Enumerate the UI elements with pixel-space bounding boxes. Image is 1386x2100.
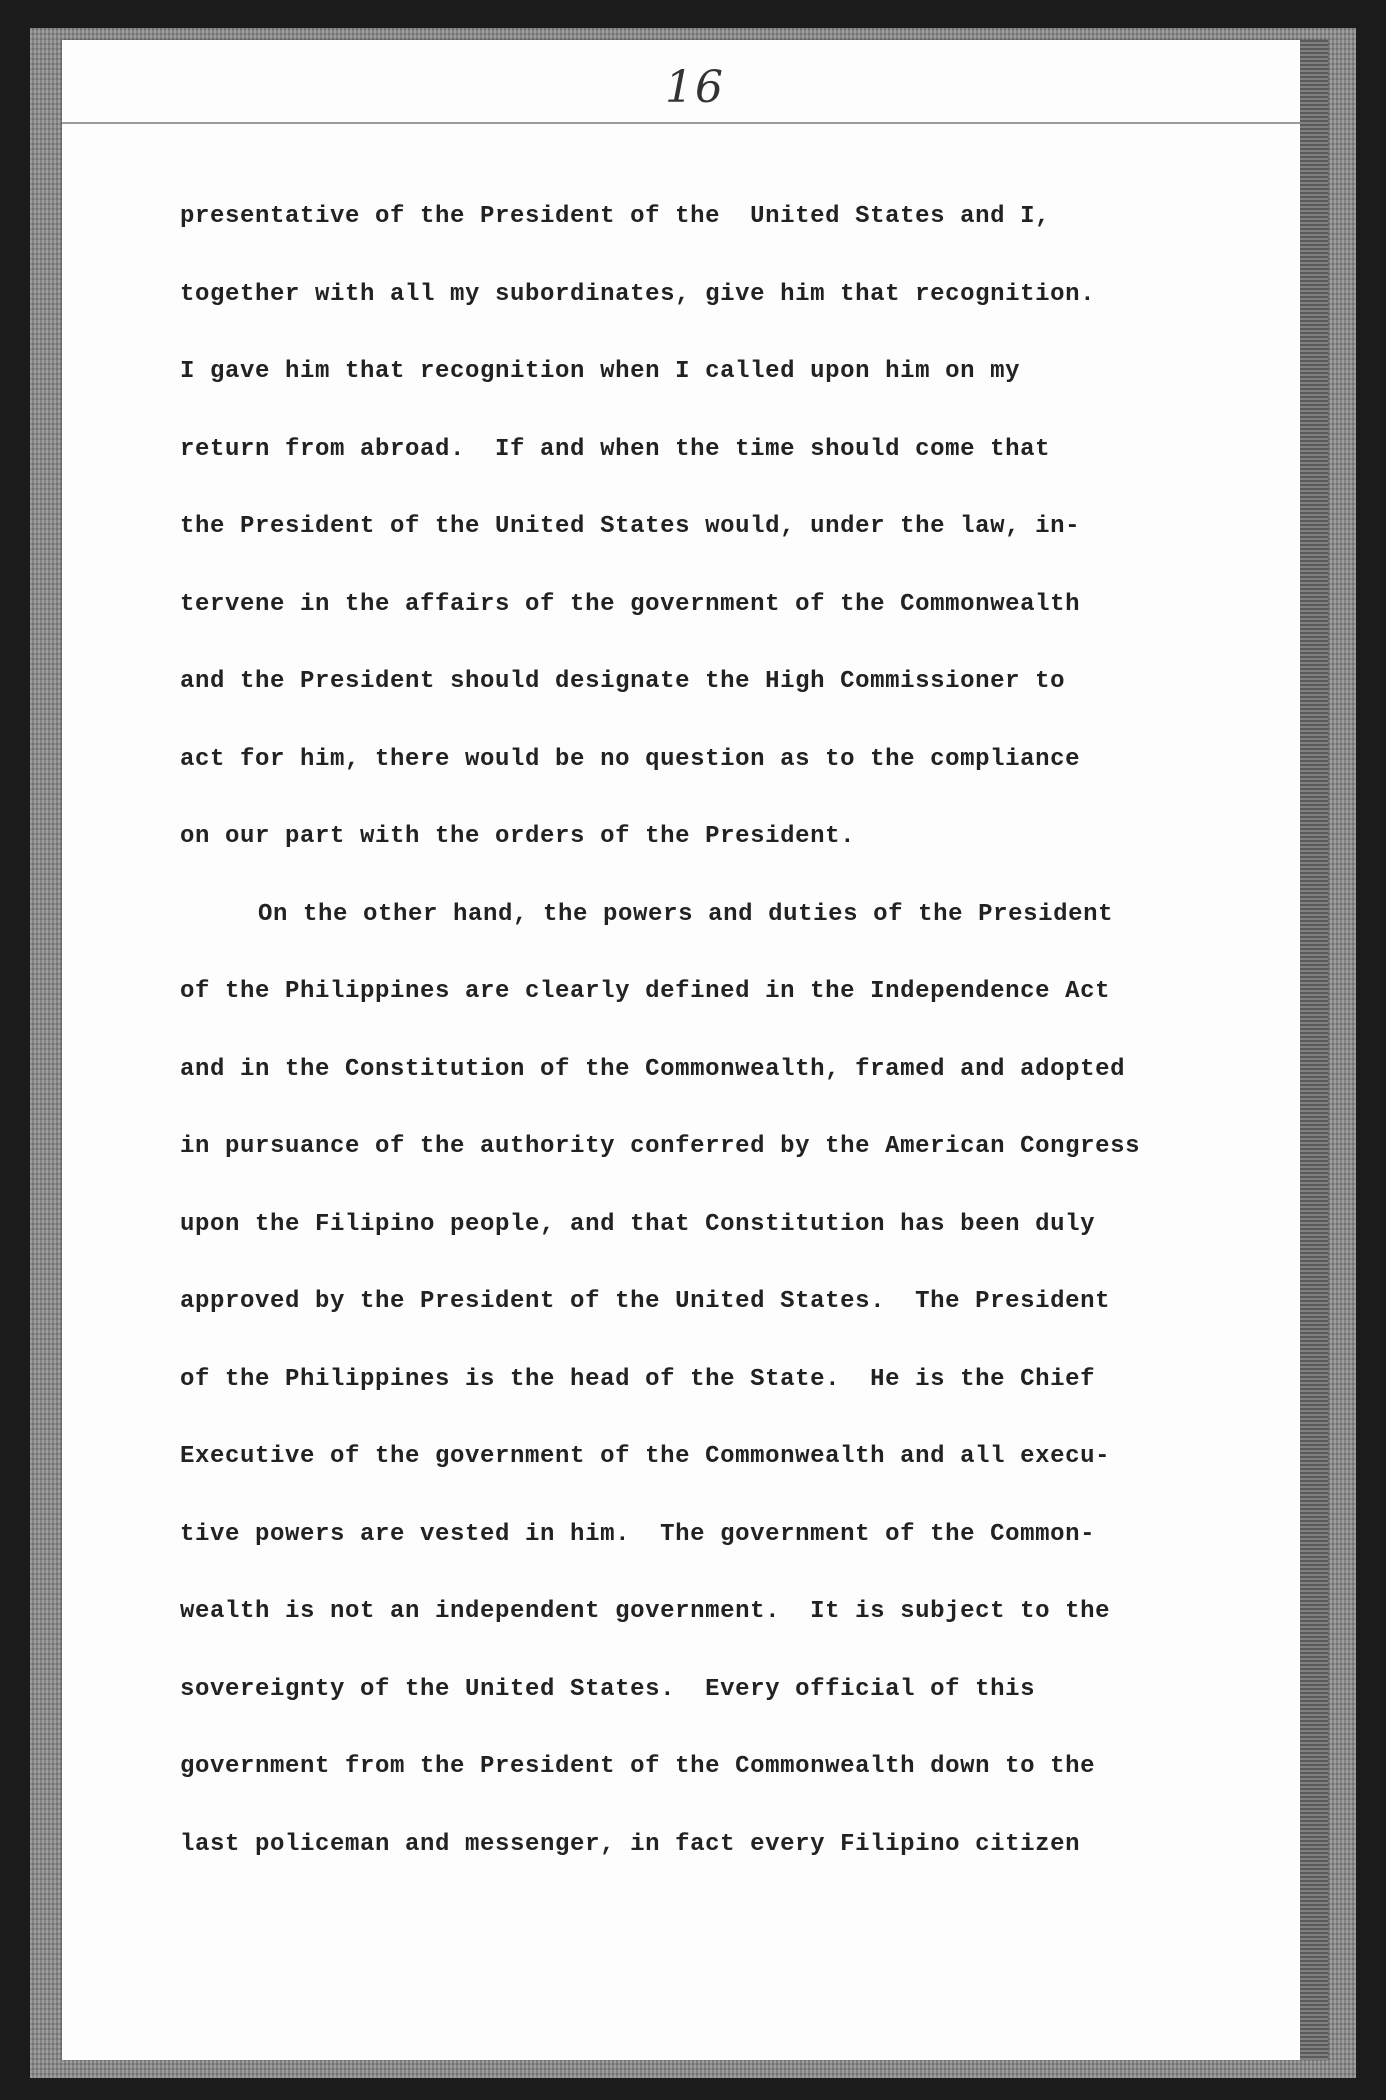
text-line: upon the Filipino people, and that Constitution has been duly	[180, 1210, 1096, 1238]
text-line: of the Philippines is the head of the State. He is the Chief	[180, 1365, 1096, 1393]
text-line: return from abroad. If and when the time should come that	[180, 435, 1051, 463]
text-line: and the President should designate the High Commissioner to	[180, 668, 1066, 695]
text-line: last policeman and messenger, in fact every Filipino citizen	[180, 1830, 1081, 1858]
page-number: 16	[665, 62, 725, 113]
text-line: tervene in the affairs of the government of the Commonwealth	[180, 590, 1081, 618]
text-line: government from the President of the Commonwealth down to the	[180, 1753, 1096, 1780]
text-line: I gave him that recognition when I called upon him on my	[180, 358, 1021, 385]
text-line: on our part with the orders of the President.	[180, 823, 856, 850]
text-line: presentative of the President of the United States and I,	[180, 203, 1051, 230]
text-line: wealth is not an independent government. It is subject to the	[180, 1598, 1111, 1625]
text-line: sovereignty of the United States. Every official of this	[180, 1675, 1036, 1703]
paragraph-start-line: On the other hand, the powers and duties of the President	[258, 900, 1114, 928]
text-line: and in the Constitution of the Commonwealth, framed and adopted	[180, 1055, 1126, 1083]
page-top-rule	[62, 122, 1328, 124]
text-line: approved by the President of the United States. The President	[180, 1288, 1111, 1315]
text-line: the President of the United States would, under the law, in-	[180, 513, 1081, 540]
text-line: of the Philippines are clearly defined in the Independence Act	[180, 978, 1111, 1005]
text-line: tive powers are vested in him. The government of the Common-	[180, 1520, 1096, 1548]
text-line: Executive of the government of the Commonwealth and all execu-	[180, 1443, 1111, 1470]
typed-text-body	[180, 178, 1260, 1883]
page-right-edge	[1300, 40, 1328, 2060]
text-line: in pursuance of the authority conferred by the American Congress	[180, 1133, 1141, 1160]
text-line: act for him, there would be no question as to the compliance	[180, 745, 1081, 773]
text-line: together with all my subordinates, give him that recognition.	[180, 280, 1096, 308]
